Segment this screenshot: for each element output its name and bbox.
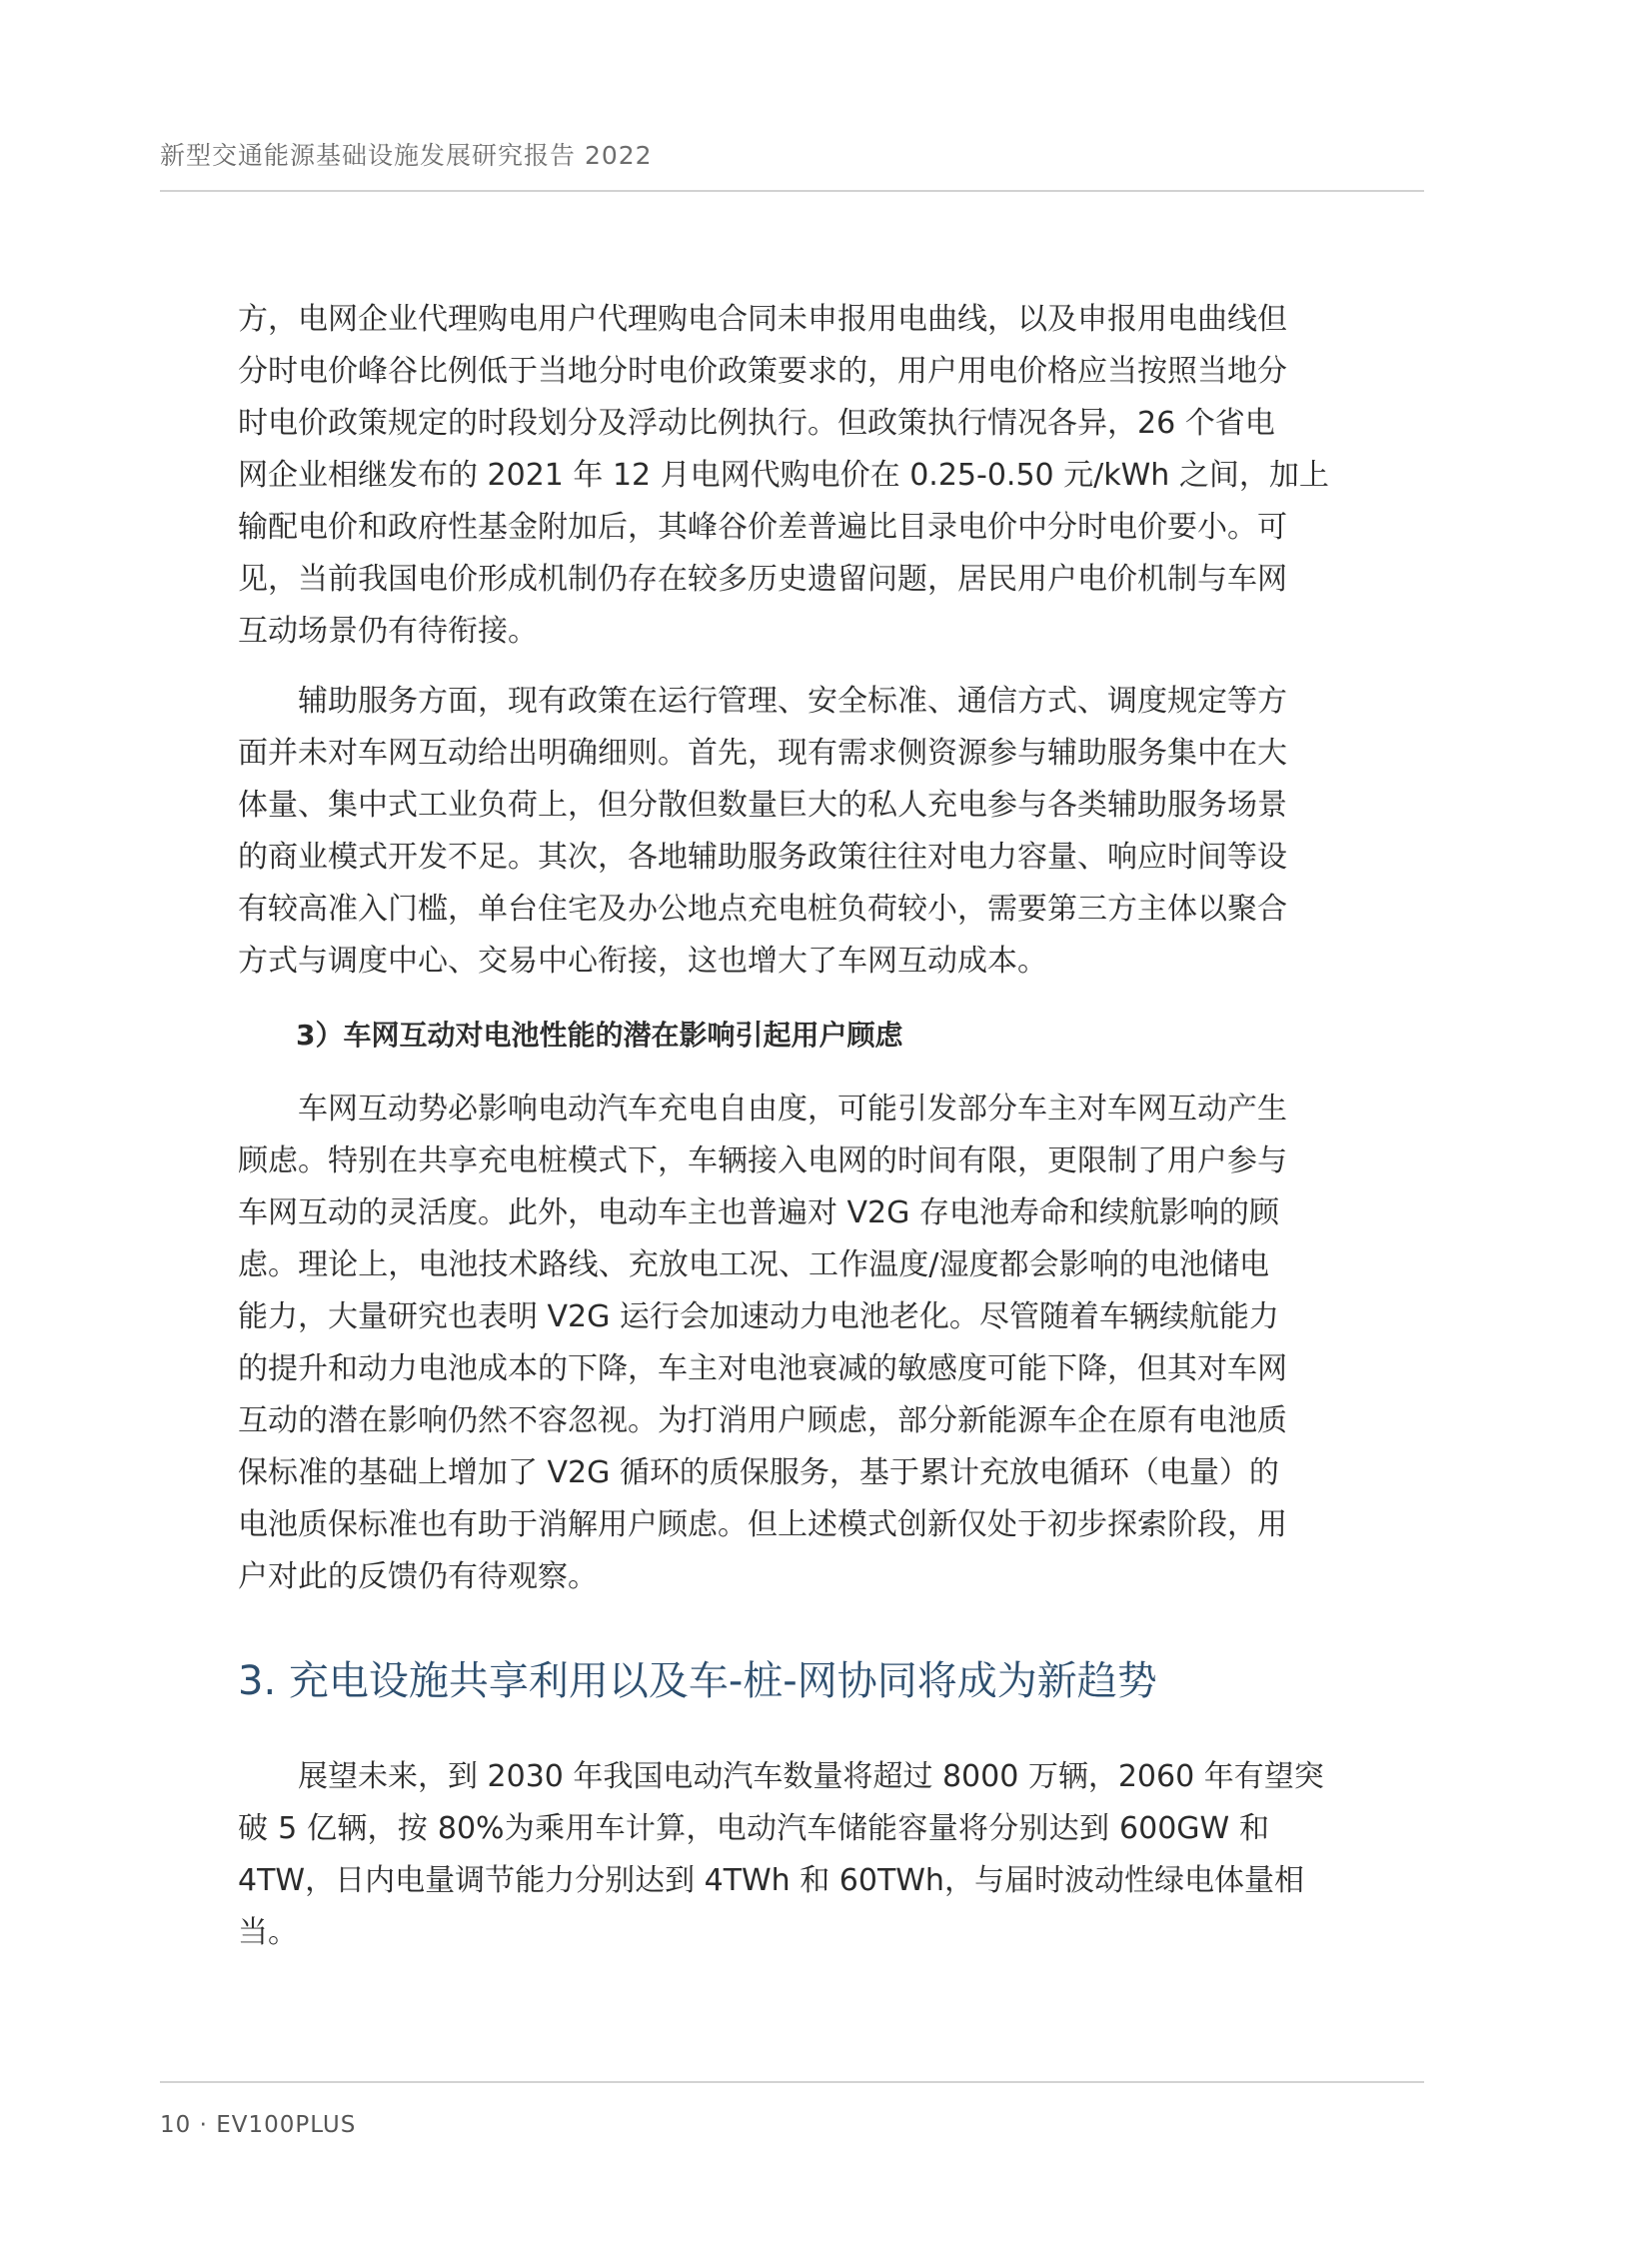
section-heading: 3. 充电设施共享利用以及车-桩-网协同将成为新趋势 [238,1658,1157,1704]
paragraph-line: 网企业相继发布的 2021 年 12 月电网代购电价在 0.25-0.50 元/kWh 之间，加上 [238,458,1329,493]
paragraph-line: 顾虑。特别在共享充电桩模式下，车辆接入电网的时间有限，更限制了用户参与 [238,1143,1287,1178]
subheading: 3）车网互动对电池性能的潜在影响引起用户顾虑 [296,1019,903,1052]
paragraph-line: 4TW，日内电量调节能力分别达到 4TWh 和 60TWh，与届时波动性绿电体量相 [238,1863,1304,1898]
paragraph-line: 方式与调度中心、交易中心衔接，这也增大了车网互动成本。 [238,944,1047,979]
paragraph-3 [238,1084,1287,1603]
paragraph-line: 分时电价峰谷比例低于当地分时电价政策要求的，用户用电价格应当按照当地分 [238,354,1287,389]
paragraph-2 [238,676,1287,988]
report-title: 新型交通能源基础设施发展研究报告 2022 [160,141,653,170]
paragraph-line: 时电价政策规定的时段划分及浮动比例执行。但政策执行情况各异，26 个省电 [238,406,1275,441]
paragraph-line: 互动场景仍有待衔接。 [238,614,538,649]
footer-divider [160,2081,1424,2083]
paragraph-line: 面并未对车网互动给出明确细则。首先，现有需求侧资源参与辅助服务集中在大 [238,736,1287,771]
paragraph-line: 电池质保标准也有助于消解用户顾虑。但上述模式创新仅处于初步探索阶段，用 [238,1507,1287,1542]
paragraph-line: 能力，大量研究也表明 V2G 运行会加速动力电池老化。尽管随着车辆续航能力 [238,1299,1279,1334]
paragraph-line: 户对此的反馈仍有待观察。 [238,1559,598,1594]
paragraph-line: 展望未来，到 2030 年我国电动汽车数量将超过 8000 万辆，2060 年有望突 [298,1759,1324,1794]
paragraph-line: 保标准的基础上增加了 V2G 循环的质保服务，基于累计充放电循环（电量）的 [238,1455,1279,1490]
paragraph-line: 辅助服务方面，现有政策在运行管理、安全标准、通信方式、调度规定等方 [298,684,1287,719]
paragraph-line: 车网互动的灵活度。此外，电动车主也普遍对 V2G 存电池寿命和续航影响的顾 [238,1195,1279,1230]
page-footer: 10 · EV100PLUS [160,2112,357,2138]
paragraph-line: 的提升和动力电池成本的下降，车主对电池衰减的敏感度可能下降，但其对车网 [238,1351,1287,1386]
paragraph-line: 破 5 亿辆，按 80%为乘用车计算，电动汽车储能容量将分别达到 600GW 和 [238,1811,1269,1846]
paragraph-line: 虑。理论上，电池技术路线、充放电工况、工作温度/湿度都会影响的电池储电 [238,1247,1269,1282]
paragraph-line: 的商业模式开发不足。其次，各地辅助服务政策往往对电力容量、响应时间等设 [238,840,1287,875]
paragraph-line: 有较高准入门槛，单台住宅及办公地点充电桩负荷较小，需要第三方主体以聚合 [238,892,1287,927]
paragraph-line: 互动的潜在影响仍然不容忽视。为打消用户顾虑，部分新能源车企在原有电池质 [238,1403,1287,1438]
paragraph-line: 体量、集中式工业负荷上，但分散但数量巨大的私人充电参与各类辅助服务场景 [238,788,1287,823]
paragraph-1 [238,294,1329,658]
paragraph-line: 见，当前我国电价形成机制仍存在较多历史遗留问题，居民用户电价机制与车网 [238,562,1287,597]
paragraph-line: 车网互动势必影响电动汽车充电自由度，可能引发部分车主对车网互动产生 [298,1092,1287,1126]
paragraph-line: 当。 [238,1915,298,1950]
header-divider [160,190,1424,192]
paragraph-line: 方，电网企业代理购电用户代理购电合同未申报用电曲线，以及申报用电曲线但 [238,302,1287,337]
paragraph-line: 输配电价和政府性基金附加后，其峰谷价差普遍比目录电价中分时电价要小。可 [238,510,1287,545]
paragraph-4 [238,1751,1324,1959]
